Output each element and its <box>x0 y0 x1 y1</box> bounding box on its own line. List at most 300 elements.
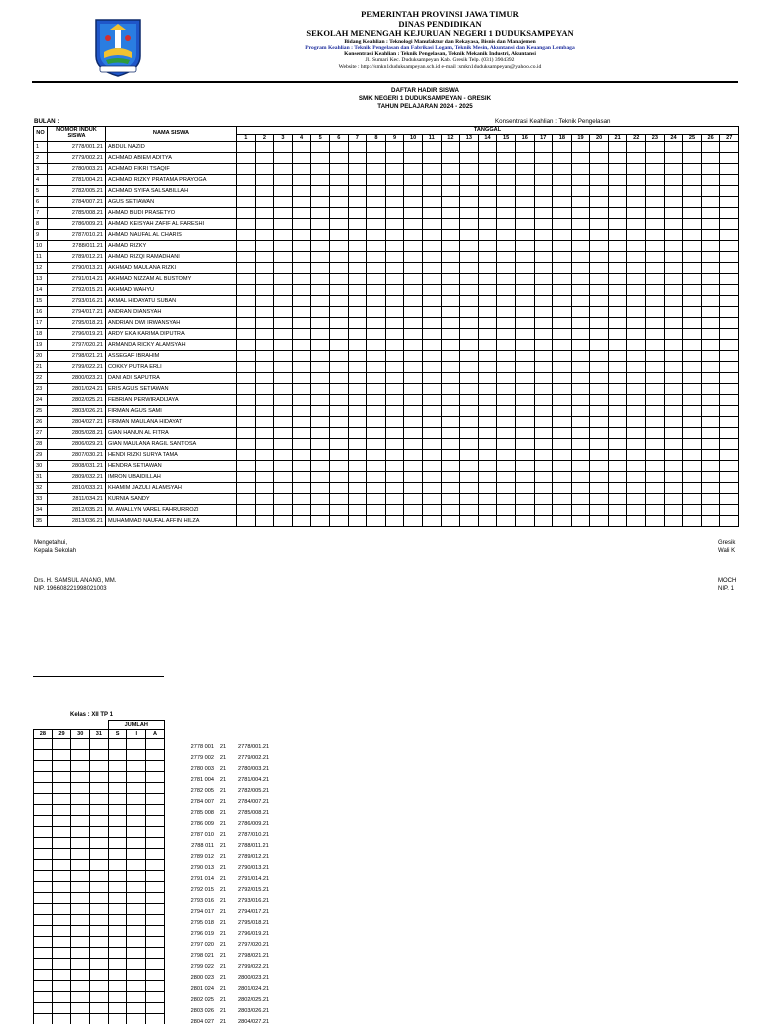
attendance-cell[interactable] <box>422 351 441 362</box>
attendance-cell[interactable] <box>385 461 404 472</box>
attendance-cell[interactable] <box>71 937 90 948</box>
attendance-cell[interactable] <box>590 285 609 296</box>
attendance-cell[interactable] <box>608 505 627 516</box>
attendance-cell[interactable] <box>441 197 460 208</box>
attendance-cell[interactable] <box>274 384 293 395</box>
attendance-cell[interactable] <box>255 153 274 164</box>
attendance-cell[interactable] <box>515 241 534 252</box>
attendance-cell[interactable] <box>646 208 665 219</box>
attendance-cell[interactable] <box>311 450 330 461</box>
attendance-cell[interactable] <box>127 739 146 750</box>
attendance-cell[interactable] <box>404 241 423 252</box>
attendance-cell[interactable] <box>627 516 646 527</box>
attendance-cell[interactable] <box>108 772 127 783</box>
attendance-cell[interactable] <box>553 472 572 483</box>
attendance-cell[interactable] <box>478 263 497 274</box>
attendance-cell[interactable] <box>553 351 572 362</box>
attendance-cell[interactable] <box>497 461 516 472</box>
attendance-cell[interactable] <box>534 307 553 318</box>
attendance-cell[interactable] <box>534 516 553 527</box>
attendance-cell[interactable] <box>274 516 293 527</box>
attendance-cell[interactable] <box>127 937 146 948</box>
attendance-cell[interactable] <box>52 816 71 827</box>
attendance-cell[interactable] <box>404 307 423 318</box>
attendance-cell[interactable] <box>664 296 683 307</box>
attendance-cell[interactable] <box>646 274 665 285</box>
attendance-cell[interactable] <box>478 318 497 329</box>
attendance-cell[interactable] <box>701 230 720 241</box>
attendance-cell[interactable] <box>90 750 109 761</box>
attendance-cell[interactable] <box>460 516 479 527</box>
attendance-cell[interactable] <box>274 197 293 208</box>
attendance-cell[interactable] <box>404 230 423 241</box>
attendance-cell[interactable] <box>627 230 646 241</box>
attendance-cell[interactable] <box>553 230 572 241</box>
attendance-cell[interactable] <box>108 904 127 915</box>
attendance-cell[interactable] <box>664 417 683 428</box>
attendance-cell[interactable] <box>701 219 720 230</box>
attendance-cell[interactable] <box>311 274 330 285</box>
attendance-cell[interactable] <box>274 252 293 263</box>
attendance-cell[interactable] <box>608 494 627 505</box>
attendance-cell[interactable] <box>237 340 256 351</box>
attendance-cell[interactable] <box>515 417 534 428</box>
attendance-cell[interactable] <box>274 373 293 384</box>
attendance-cell[interactable] <box>367 417 386 428</box>
attendance-cell[interactable] <box>255 384 274 395</box>
attendance-cell[interactable] <box>683 516 702 527</box>
attendance-cell[interactable] <box>422 373 441 384</box>
attendance-cell[interactable] <box>348 241 367 252</box>
attendance-cell[interactable] <box>127 816 146 827</box>
attendance-cell[interactable] <box>720 494 739 505</box>
attendance-cell[interactable] <box>367 263 386 274</box>
attendance-cell[interactable] <box>553 329 572 340</box>
attendance-cell[interactable] <box>497 406 516 417</box>
attendance-cell[interactable] <box>590 417 609 428</box>
attendance-cell[interactable] <box>348 153 367 164</box>
attendance-cell[interactable] <box>385 307 404 318</box>
attendance-cell[interactable] <box>627 384 646 395</box>
attendance-cell[interactable] <box>237 197 256 208</box>
attendance-cell[interactable] <box>255 142 274 153</box>
attendance-cell[interactable] <box>34 849 53 860</box>
attendance-cell[interactable] <box>590 296 609 307</box>
attendance-cell[interactable] <box>329 307 348 318</box>
attendance-cell[interactable] <box>571 395 590 406</box>
attendance-cell[interactable] <box>497 340 516 351</box>
attendance-cell[interactable] <box>108 970 127 981</box>
attendance-cell[interactable] <box>478 362 497 373</box>
attendance-cell[interactable] <box>311 142 330 153</box>
attendance-cell[interactable] <box>255 186 274 197</box>
attendance-cell[interactable] <box>701 175 720 186</box>
attendance-cell[interactable] <box>237 494 256 505</box>
attendance-cell[interactable] <box>720 230 739 241</box>
attendance-cell[interactable] <box>108 1003 127 1014</box>
attendance-cell[interactable] <box>441 175 460 186</box>
attendance-cell[interactable] <box>683 384 702 395</box>
attendance-cell[interactable] <box>367 384 386 395</box>
attendance-cell[interactable] <box>571 252 590 263</box>
attendance-cell[interactable] <box>534 340 553 351</box>
attendance-cell[interactable] <box>146 926 165 937</box>
attendance-cell[interactable] <box>441 274 460 285</box>
attendance-cell[interactable] <box>720 285 739 296</box>
attendance-cell[interactable] <box>460 296 479 307</box>
attendance-cell[interactable] <box>348 472 367 483</box>
attendance-cell[interactable] <box>311 318 330 329</box>
attendance-cell[interactable] <box>348 384 367 395</box>
attendance-cell[interactable] <box>478 461 497 472</box>
attendance-cell[interactable] <box>52 739 71 750</box>
attendance-cell[interactable] <box>311 428 330 439</box>
attendance-cell[interactable] <box>515 175 534 186</box>
attendance-cell[interactable] <box>348 230 367 241</box>
attendance-cell[interactable] <box>52 871 71 882</box>
attendance-cell[interactable] <box>460 450 479 461</box>
attendance-cell[interactable] <box>590 472 609 483</box>
attendance-cell[interactable] <box>441 329 460 340</box>
attendance-cell[interactable] <box>422 175 441 186</box>
attendance-cell[interactable] <box>664 285 683 296</box>
attendance-cell[interactable] <box>497 428 516 439</box>
attendance-cell[interactable] <box>108 893 127 904</box>
attendance-cell[interactable] <box>146 750 165 761</box>
attendance-cell[interactable] <box>683 450 702 461</box>
attendance-cell[interactable] <box>720 516 739 527</box>
attendance-cell[interactable] <box>274 186 293 197</box>
attendance-cell[interactable] <box>701 395 720 406</box>
attendance-cell[interactable] <box>422 285 441 296</box>
attendance-cell[interactable] <box>571 428 590 439</box>
attendance-cell[interactable] <box>90 948 109 959</box>
attendance-cell[interactable] <box>255 230 274 241</box>
attendance-cell[interactable] <box>664 252 683 263</box>
attendance-cell[interactable] <box>255 373 274 384</box>
attendance-cell[interactable] <box>255 417 274 428</box>
attendance-cell[interactable] <box>664 307 683 318</box>
attendance-cell[interactable] <box>146 772 165 783</box>
attendance-cell[interactable] <box>237 461 256 472</box>
attendance-cell[interactable] <box>720 252 739 263</box>
attendance-cell[interactable] <box>571 175 590 186</box>
attendance-cell[interactable] <box>571 274 590 285</box>
attendance-cell[interactable] <box>608 362 627 373</box>
attendance-cell[interactable] <box>683 472 702 483</box>
attendance-cell[interactable] <box>329 483 348 494</box>
attendance-cell[interactable] <box>553 153 572 164</box>
attendance-cell[interactable] <box>590 483 609 494</box>
attendance-cell[interactable] <box>237 296 256 307</box>
attendance-cell[interactable] <box>460 208 479 219</box>
attendance-cell[interactable] <box>497 274 516 285</box>
attendance-cell[interactable] <box>720 197 739 208</box>
attendance-cell[interactable] <box>385 384 404 395</box>
attendance-cell[interactable] <box>237 285 256 296</box>
attendance-cell[interactable] <box>497 230 516 241</box>
attendance-cell[interactable] <box>664 340 683 351</box>
attendance-cell[interactable] <box>497 164 516 175</box>
attendance-cell[interactable] <box>534 439 553 450</box>
attendance-cell[interactable] <box>311 406 330 417</box>
attendance-cell[interactable] <box>664 362 683 373</box>
attendance-cell[interactable] <box>646 417 665 428</box>
attendance-cell[interactable] <box>71 893 90 904</box>
attendance-cell[interactable] <box>311 208 330 219</box>
attendance-cell[interactable] <box>292 186 311 197</box>
attendance-cell[interactable] <box>255 483 274 494</box>
attendance-cell[interactable] <box>460 340 479 351</box>
attendance-cell[interactable] <box>683 230 702 241</box>
attendance-cell[interactable] <box>534 142 553 153</box>
attendance-cell[interactable] <box>367 483 386 494</box>
attendance-cell[interactable] <box>329 395 348 406</box>
attendance-cell[interactable] <box>515 142 534 153</box>
attendance-cell[interactable] <box>515 296 534 307</box>
attendance-cell[interactable] <box>683 164 702 175</box>
attendance-cell[interactable] <box>274 263 293 274</box>
attendance-cell[interactable] <box>329 472 348 483</box>
attendance-cell[interactable] <box>292 285 311 296</box>
attendance-cell[interactable] <box>478 285 497 296</box>
attendance-cell[interactable] <box>274 483 293 494</box>
attendance-cell[interactable] <box>90 904 109 915</box>
attendance-cell[interactable] <box>515 219 534 230</box>
attendance-cell[interactable] <box>127 761 146 772</box>
attendance-cell[interactable] <box>385 285 404 296</box>
attendance-cell[interactable] <box>127 959 146 970</box>
attendance-cell[interactable] <box>385 351 404 362</box>
attendance-cell[interactable] <box>646 373 665 384</box>
attendance-cell[interactable] <box>404 450 423 461</box>
attendance-cell[interactable] <box>515 230 534 241</box>
attendance-cell[interactable] <box>664 230 683 241</box>
attendance-cell[interactable] <box>292 351 311 362</box>
attendance-cell[interactable] <box>441 285 460 296</box>
attendance-cell[interactable] <box>255 164 274 175</box>
attendance-cell[interactable] <box>255 340 274 351</box>
attendance-cell[interactable] <box>146 860 165 871</box>
attendance-cell[interactable] <box>237 318 256 329</box>
attendance-cell[interactable] <box>553 252 572 263</box>
attendance-cell[interactable] <box>255 307 274 318</box>
attendance-cell[interactable] <box>108 816 127 827</box>
attendance-cell[interactable] <box>292 318 311 329</box>
attendance-cell[interactable] <box>441 483 460 494</box>
attendance-cell[interactable] <box>127 915 146 926</box>
attendance-cell[interactable] <box>590 395 609 406</box>
attendance-cell[interactable] <box>441 406 460 417</box>
attendance-cell[interactable] <box>127 871 146 882</box>
attendance-cell[interactable] <box>404 208 423 219</box>
attendance-cell[interactable] <box>274 428 293 439</box>
attendance-cell[interactable] <box>571 186 590 197</box>
attendance-cell[interactable] <box>701 197 720 208</box>
attendance-cell[interactable] <box>441 296 460 307</box>
attendance-cell[interactable] <box>441 395 460 406</box>
attendance-cell[interactable] <box>422 153 441 164</box>
attendance-cell[interactable] <box>292 505 311 516</box>
attendance-cell[interactable] <box>255 450 274 461</box>
attendance-cell[interactable] <box>720 263 739 274</box>
attendance-cell[interactable] <box>311 175 330 186</box>
attendance-cell[interactable] <box>52 838 71 849</box>
attendance-cell[interactable] <box>146 893 165 904</box>
attendance-cell[interactable] <box>34 970 53 981</box>
attendance-cell[interactable] <box>460 439 479 450</box>
attendance-cell[interactable] <box>683 197 702 208</box>
attendance-cell[interactable] <box>664 241 683 252</box>
attendance-cell[interactable] <box>90 959 109 970</box>
attendance-cell[interactable] <box>311 417 330 428</box>
attendance-cell[interactable] <box>348 252 367 263</box>
attendance-cell[interactable] <box>71 827 90 838</box>
attendance-cell[interactable] <box>646 439 665 450</box>
attendance-cell[interactable] <box>329 439 348 450</box>
attendance-cell[interactable] <box>534 241 553 252</box>
attendance-cell[interactable] <box>404 483 423 494</box>
attendance-cell[interactable] <box>404 373 423 384</box>
attendance-cell[interactable] <box>90 805 109 816</box>
attendance-cell[interactable] <box>608 296 627 307</box>
attendance-cell[interactable] <box>146 816 165 827</box>
attendance-cell[interactable] <box>404 395 423 406</box>
attendance-cell[interactable] <box>52 849 71 860</box>
attendance-cell[interactable] <box>590 230 609 241</box>
attendance-cell[interactable] <box>52 761 71 772</box>
attendance-cell[interactable] <box>590 516 609 527</box>
attendance-cell[interactable] <box>311 329 330 340</box>
attendance-cell[interactable] <box>627 164 646 175</box>
attendance-cell[interactable] <box>422 450 441 461</box>
attendance-cell[interactable] <box>664 153 683 164</box>
attendance-cell[interactable] <box>534 230 553 241</box>
attendance-cell[interactable] <box>71 849 90 860</box>
attendance-cell[interactable] <box>460 428 479 439</box>
attendance-cell[interactable] <box>608 483 627 494</box>
attendance-cell[interactable] <box>311 307 330 318</box>
attendance-cell[interactable] <box>646 406 665 417</box>
attendance-cell[interactable] <box>534 362 553 373</box>
attendance-cell[interactable] <box>367 175 386 186</box>
attendance-cell[interactable] <box>71 904 90 915</box>
attendance-cell[interactable] <box>590 505 609 516</box>
attendance-cell[interactable] <box>329 505 348 516</box>
attendance-cell[interactable] <box>52 948 71 959</box>
attendance-cell[interactable] <box>422 417 441 428</box>
attendance-cell[interactable] <box>571 208 590 219</box>
attendance-cell[interactable] <box>515 186 534 197</box>
attendance-cell[interactable] <box>646 307 665 318</box>
attendance-cell[interactable] <box>590 318 609 329</box>
attendance-cell[interactable] <box>515 318 534 329</box>
attendance-cell[interactable] <box>311 362 330 373</box>
attendance-cell[interactable] <box>720 241 739 252</box>
attendance-cell[interactable] <box>385 395 404 406</box>
attendance-cell[interactable] <box>683 208 702 219</box>
attendance-cell[interactable] <box>534 373 553 384</box>
attendance-cell[interactable] <box>52 805 71 816</box>
attendance-cell[interactable] <box>422 252 441 263</box>
attendance-cell[interactable] <box>422 274 441 285</box>
attendance-cell[interactable] <box>71 992 90 1003</box>
attendance-cell[interactable] <box>608 230 627 241</box>
attendance-cell[interactable] <box>255 252 274 263</box>
attendance-cell[interactable] <box>385 373 404 384</box>
attendance-cell[interactable] <box>646 153 665 164</box>
attendance-cell[interactable] <box>311 384 330 395</box>
attendance-cell[interactable] <box>664 406 683 417</box>
attendance-cell[interactable] <box>553 461 572 472</box>
attendance-cell[interactable] <box>292 428 311 439</box>
attendance-cell[interactable] <box>701 263 720 274</box>
attendance-cell[interactable] <box>478 450 497 461</box>
attendance-cell[interactable] <box>404 428 423 439</box>
attendance-cell[interactable] <box>683 362 702 373</box>
attendance-cell[interactable] <box>108 981 127 992</box>
attendance-cell[interactable] <box>348 516 367 527</box>
attendance-cell[interactable] <box>255 175 274 186</box>
attendance-cell[interactable] <box>34 882 53 893</box>
attendance-cell[interactable] <box>385 164 404 175</box>
attendance-cell[interactable] <box>90 1014 109 1024</box>
attendance-cell[interactable] <box>608 428 627 439</box>
attendance-cell[interactable] <box>441 208 460 219</box>
attendance-cell[interactable] <box>534 263 553 274</box>
attendance-cell[interactable] <box>460 505 479 516</box>
attendance-cell[interactable] <box>478 329 497 340</box>
attendance-cell[interactable] <box>404 472 423 483</box>
attendance-cell[interactable] <box>478 175 497 186</box>
attendance-cell[interactable] <box>274 164 293 175</box>
attendance-cell[interactable] <box>664 472 683 483</box>
attendance-cell[interactable] <box>441 461 460 472</box>
attendance-cell[interactable] <box>515 263 534 274</box>
attendance-cell[interactable] <box>571 219 590 230</box>
attendance-cell[interactable] <box>52 783 71 794</box>
attendance-cell[interactable] <box>367 373 386 384</box>
attendance-cell[interactable] <box>627 362 646 373</box>
attendance-cell[interactable] <box>127 981 146 992</box>
attendance-cell[interactable] <box>441 186 460 197</box>
attendance-cell[interactable] <box>627 373 646 384</box>
attendance-cell[interactable] <box>34 992 53 1003</box>
attendance-cell[interactable] <box>311 219 330 230</box>
attendance-cell[interactable] <box>385 406 404 417</box>
attendance-cell[interactable] <box>422 439 441 450</box>
attendance-cell[interactable] <box>478 296 497 307</box>
attendance-cell[interactable] <box>71 871 90 882</box>
attendance-cell[interactable] <box>146 739 165 750</box>
attendance-cell[interactable] <box>441 439 460 450</box>
attendance-cell[interactable] <box>71 882 90 893</box>
attendance-cell[interactable] <box>497 439 516 450</box>
attendance-cell[interactable] <box>553 186 572 197</box>
attendance-cell[interactable] <box>460 472 479 483</box>
attendance-cell[interactable] <box>664 274 683 285</box>
attendance-cell[interactable] <box>646 505 665 516</box>
attendance-cell[interactable] <box>422 516 441 527</box>
attendance-cell[interactable] <box>146 904 165 915</box>
attendance-cell[interactable] <box>497 186 516 197</box>
attendance-cell[interactable] <box>127 948 146 959</box>
attendance-cell[interactable] <box>534 285 553 296</box>
attendance-cell[interactable] <box>553 175 572 186</box>
attendance-cell[interactable] <box>404 296 423 307</box>
attendance-cell[interactable] <box>404 384 423 395</box>
attendance-cell[interactable] <box>404 197 423 208</box>
